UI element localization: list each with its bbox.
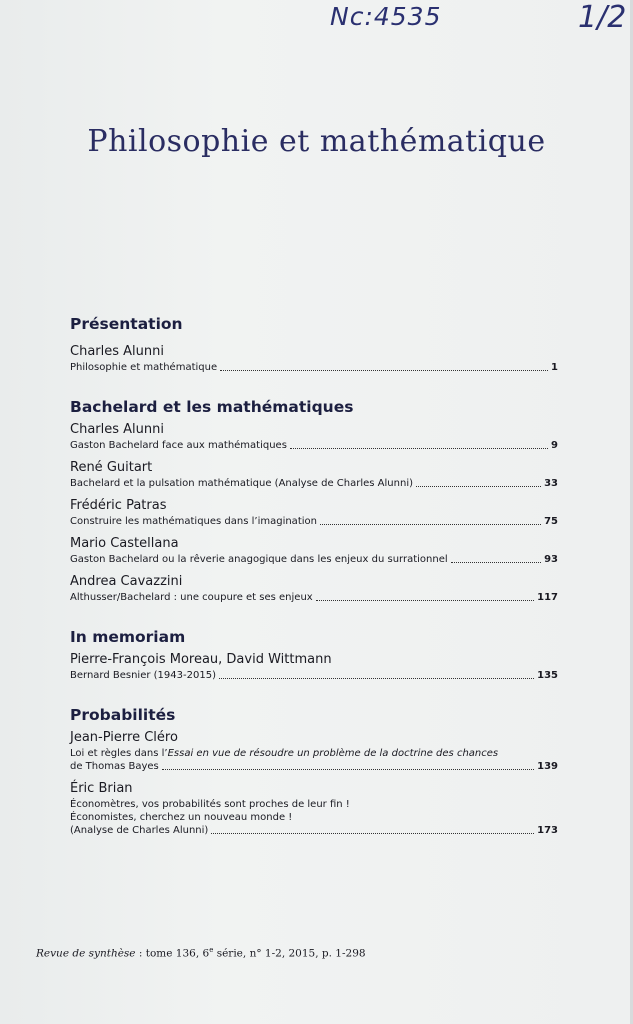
entry-title-line: Économètres, vos probabilités sont proches de leur fin ! <box>70 799 350 810</box>
table-of-contents <box>70 313 558 837</box>
entry-page: 117 <box>537 592 558 603</box>
entry-line <box>70 824 558 837</box>
entry-title-prefix: Loi et règles dans l’ <box>70 748 168 759</box>
toc-entry[interactable] <box>70 651 558 682</box>
entry-page: 139 <box>537 761 558 772</box>
leader-dots <box>451 562 541 563</box>
entry-author: René Guitart <box>70 460 153 475</box>
entry-page: 93 <box>544 554 558 565</box>
leader-dots <box>290 448 548 449</box>
section-presentation <box>70 313 558 335</box>
entry-title: Althusser/Bachelard : une coupure et ses enjeux <box>70 592 313 603</box>
entry-title-line <box>70 747 558 760</box>
entry-title: Construire les mathématiques dans l’imagination <box>70 516 317 527</box>
toc-entry[interactable] <box>70 343 558 374</box>
entry-title: Philosophie et mathématique <box>70 362 218 373</box>
leader-dots <box>316 600 534 601</box>
section-heading: Présentation <box>70 315 183 333</box>
journal-name: Revue de synthèse <box>36 947 136 960</box>
handwritten-page-mark: 1/2 <box>578 0 627 35</box>
entry-author: Jean-Pierre Cléro <box>70 730 178 745</box>
entry-page: 173 <box>537 825 558 836</box>
entry-line <box>70 439 558 452</box>
entry-line <box>70 477 558 490</box>
section-bachelard <box>70 396 558 418</box>
entry-author: Frédéric Patras <box>70 498 167 513</box>
entry-line <box>70 591 558 604</box>
entry-line <box>70 760 558 773</box>
entry-title-line: Économistes, cherchez un nouveau monde ! <box>70 812 293 823</box>
toc-entry[interactable] <box>70 573 558 604</box>
leader-dots <box>220 370 548 371</box>
leader-dots <box>162 769 534 770</box>
handwritten-call-number: Nc:4535 <box>330 2 442 31</box>
leader-dots <box>320 524 541 525</box>
entry-title: Gaston Bachelard face aux mathématiques <box>70 440 287 451</box>
toc-entry[interactable] <box>70 421 558 452</box>
leader-dots <box>416 486 541 487</box>
entry-title-end: (Analyse de Charles Alunni) <box>70 825 209 836</box>
entry-author: Charles Alunni <box>70 344 164 359</box>
entry-author: Andrea Cavazzini <box>70 574 183 589</box>
entry-title: Gaston Bachelard ou la rêverie anagogique dans les enjeux du surrationnel <box>70 554 448 565</box>
entry-line <box>70 515 558 528</box>
toc-entry[interactable] <box>70 535 558 566</box>
entry-author: Pierre-François Moreau, David Wittmann <box>70 652 332 667</box>
entry-author: Mario Castellana <box>70 536 179 551</box>
entry-page: 75 <box>544 516 558 527</box>
toc-entry[interactable] <box>70 459 558 490</box>
leader-dots <box>219 678 534 679</box>
entry-page: 1 <box>551 362 558 373</box>
entry-author: Charles Alunni <box>70 422 164 437</box>
page-title: Philosophie et mathématique <box>87 124 546 159</box>
toc-entry[interactable] <box>70 497 558 528</box>
entry-line <box>70 553 558 566</box>
toc-entry[interactable] <box>70 729 558 773</box>
entry-author: Éric Brian <box>70 781 133 796</box>
entry-page: 33 <box>544 478 558 489</box>
section-heading: In memoriam <box>70 628 186 646</box>
entry-line <box>70 361 558 374</box>
footer-superscript: e <box>209 946 214 954</box>
entry-title-italic: Essai en vue de résoudre un problème de la doctrine des chances <box>167 748 499 759</box>
footer-volume: : tome 136, 6 <box>135 947 210 960</box>
section-heading: Bachelard et les mathématiques <box>70 398 354 416</box>
journal-footer <box>36 946 366 960</box>
section-in-memoriam <box>70 626 558 648</box>
entry-title-end: de Thomas Bayes <box>70 761 159 772</box>
leader-dots <box>211 833 534 834</box>
entry-line <box>70 669 558 682</box>
section-heading: Probabilités <box>70 706 176 724</box>
entry-title: Bachelard et la pulsation mathématique (Analyse de Charles Alunni) <box>70 478 413 489</box>
toc-entry[interactable] <box>70 780 558 837</box>
entry-title: Bernard Besnier (1943-2015) <box>70 670 216 681</box>
entry-page: 135 <box>537 670 558 681</box>
entry-page: 9 <box>551 440 558 451</box>
footer-details: série, n° 1-2, 2015, p. 1-298 <box>213 947 366 960</box>
section-probabilites <box>70 704 558 726</box>
